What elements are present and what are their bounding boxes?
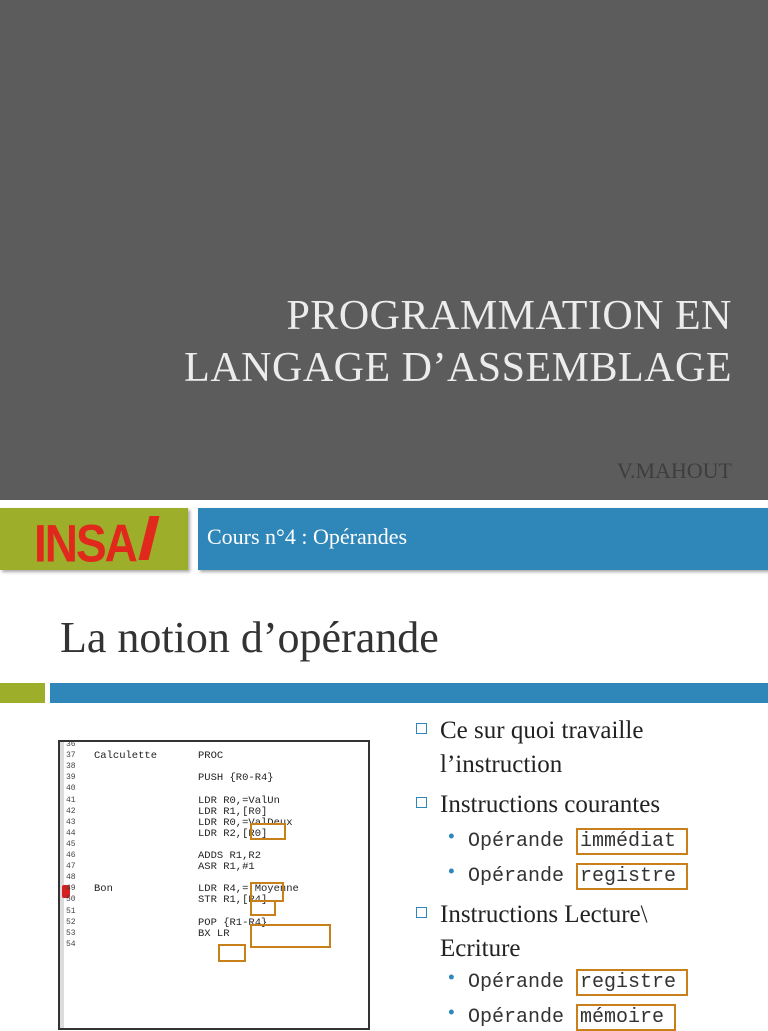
sub-bullet-text: Opérande <box>468 865 565 888</box>
slide-heading: La notion d’opérande <box>60 613 439 662</box>
line-number: 36 <box>66 740 76 749</box>
line-number: 52 <box>66 917 76 927</box>
code-instruction: ADDS R1,R2 <box>198 850 262 862</box>
line-number: 41 <box>66 795 76 805</box>
slide-title <box>32 290 732 394</box>
line-number: 45 <box>66 839 76 849</box>
line-number: 47 <box>66 862 76 872</box>
code-instruction: POP {R1-R4} <box>198 916 268 929</box>
highlight-box <box>218 944 246 962</box>
highlighted-word: immédiat <box>576 828 688 855</box>
line-number: 51 <box>66 906 76 916</box>
sub-bullet-text: Opérande <box>468 830 565 853</box>
slide-separator <box>0 500 768 508</box>
line-number: 40 <box>66 784 76 794</box>
line-number: 54 <box>66 939 76 949</box>
divider-accent-green <box>0 683 45 703</box>
line-number: 43 <box>66 817 76 827</box>
line-number: 49 <box>66 884 76 894</box>
dot-bullet-icon: • <box>446 969 457 989</box>
code-instruction: LDR R1,[R0] <box>198 805 268 818</box>
slide-title-line-1: PROGRAMMATION EN <box>286 293 732 339</box>
dot-bullet-icon: • <box>446 828 457 848</box>
author-name: V.MAHOUT <box>616 458 732 483</box>
course-banner <box>198 508 768 570</box>
code-panel <box>58 740 370 1030</box>
divider-accent-blue <box>50 683 768 703</box>
code-instruction: STR R1,[R4] <box>198 894 268 907</box>
logo-text: INSA <box>34 513 136 573</box>
highlight-box <box>250 823 286 840</box>
sub-bullet-text: Opérande <box>468 971 565 994</box>
logo-slash-icon <box>139 516 160 560</box>
bullet-text: l’instruction <box>440 751 563 778</box>
bullet-text: Ce sur quoi travaille <box>440 717 644 744</box>
bullet-text: Ecriture <box>440 935 521 962</box>
code-label: Calculette <box>94 750 158 763</box>
dot-bullet-icon: • <box>446 1004 457 1024</box>
code-instruction: ASR R1,#1 <box>198 861 255 874</box>
code-instruction: LDR R2,[R0] <box>198 827 268 840</box>
dot-bullet-icon: • <box>446 863 457 883</box>
insa-logo <box>0 508 188 573</box>
highlight-box <box>250 924 331 948</box>
title-slide <box>0 0 768 500</box>
slide-title-line-2: LANGAGE D’ASSEMBLAGE <box>184 345 732 391</box>
square-bullet-icon <box>416 907 427 918</box>
highlight-box <box>250 882 284 902</box>
line-number: 44 <box>66 828 76 838</box>
code-instruction: LDR R0,=ValUn <box>198 794 280 807</box>
highlight-box <box>250 900 276 916</box>
code-label: Bon <box>94 883 113 896</box>
highlighted-word: mémoire <box>576 1004 676 1031</box>
sub-bullet-text: Opérande <box>468 1006 565 1029</box>
code-instruction: LDR R4,= Moyenne <box>198 883 299 896</box>
course-label: Cours n°4 : Opérandes <box>207 524 408 549</box>
line-number: 46 <box>66 851 76 860</box>
line-number: 39 <box>66 773 76 783</box>
bullet-text: Instructions Lecture\ <box>440 901 648 928</box>
line-number: 42 <box>66 806 76 816</box>
highlighted-word: registre <box>576 863 688 890</box>
code-instruction: PUSH {R0-R4} <box>198 772 274 785</box>
line-number: 50 <box>66 895 76 905</box>
line-number: 53 <box>66 928 76 938</box>
code-instruction: BX LR <box>198 927 230 940</box>
line-number: 37 <box>66 751 76 761</box>
line-number: 38 <box>66 762 76 772</box>
line-number: 48 <box>66 873 76 883</box>
footer-bar <box>0 508 768 572</box>
code-instruction: PROC <box>198 750 224 763</box>
bullet-text: Instructions courantes <box>440 791 661 818</box>
code-instruction: LDR R0,=ValDeux <box>198 816 293 829</box>
highlighted-word: registre <box>576 969 688 996</box>
square-bullet-icon <box>416 723 427 734</box>
square-bullet-icon <box>416 797 427 808</box>
